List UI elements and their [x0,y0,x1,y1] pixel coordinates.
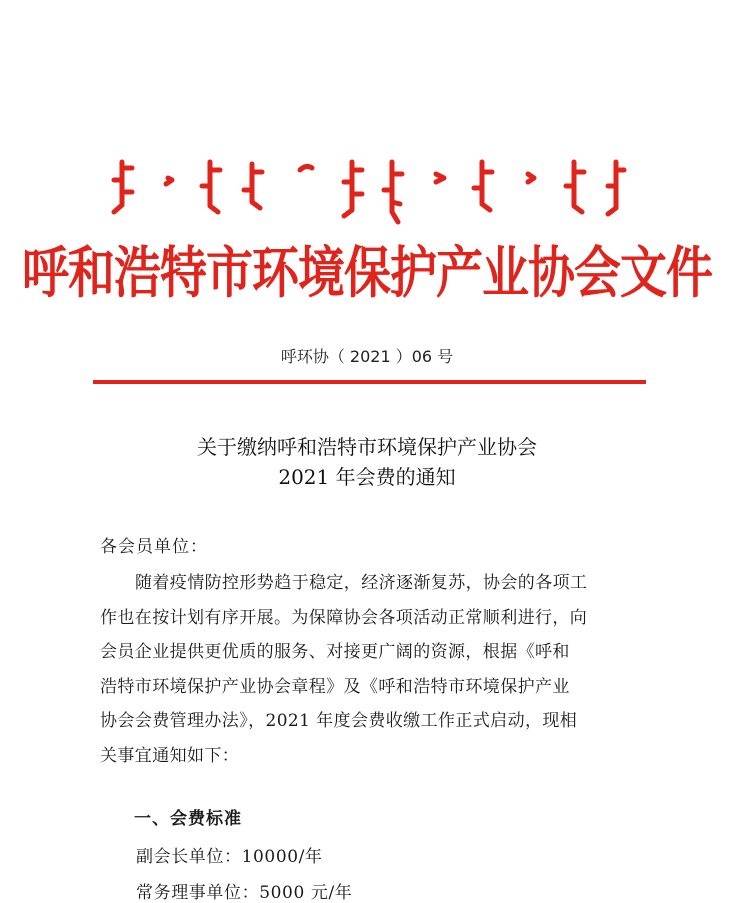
red-divider-line [93,380,646,384]
mongolian-script-header [100,150,630,230]
notice-title-line-1: 关于缴纳呼和浩特市环境保护产业协会 [197,435,537,459]
body-line: 浩特市环境保护产业协会章程》及《呼和浩特市环境保护产业 [100,676,570,697]
document-number: 呼环协（ 2021 ）06 号 [280,347,454,366]
body-line: 关事宜通知如下： [100,745,240,766]
notice-title [0,432,734,492]
body-line: 协会会费管理办法》，2021 年度会费收缴工作正式启动，现相 [100,711,578,732]
body-line: 会员企业提供更优质的服务、对接更广阔的资源，根据《呼和 [100,642,570,663]
fee-item-executive-director: 常务理事单位：5000 元/年 [136,883,353,903]
salutation: 各会员单位： [100,537,208,557]
section-heading-fee-standard: 一、会费标准 [134,809,242,829]
body-line: 随着疫情防控形势趋于稳定，经济逐渐复苏，协会的各项工 [135,573,588,593]
body-line: 作也在按计划有序开展。为保障协会各项活动正常顺利进行，向 [100,607,588,628]
body-paragraph [100,566,640,774]
fee-item-vice-president: 副会长单位：10000/年 [136,847,323,867]
notice-title-line-2: 2021 年会费的通知 [278,465,456,489]
organization-header-title: 呼和浩特市环境保护产业协会文件 [22,241,712,307]
